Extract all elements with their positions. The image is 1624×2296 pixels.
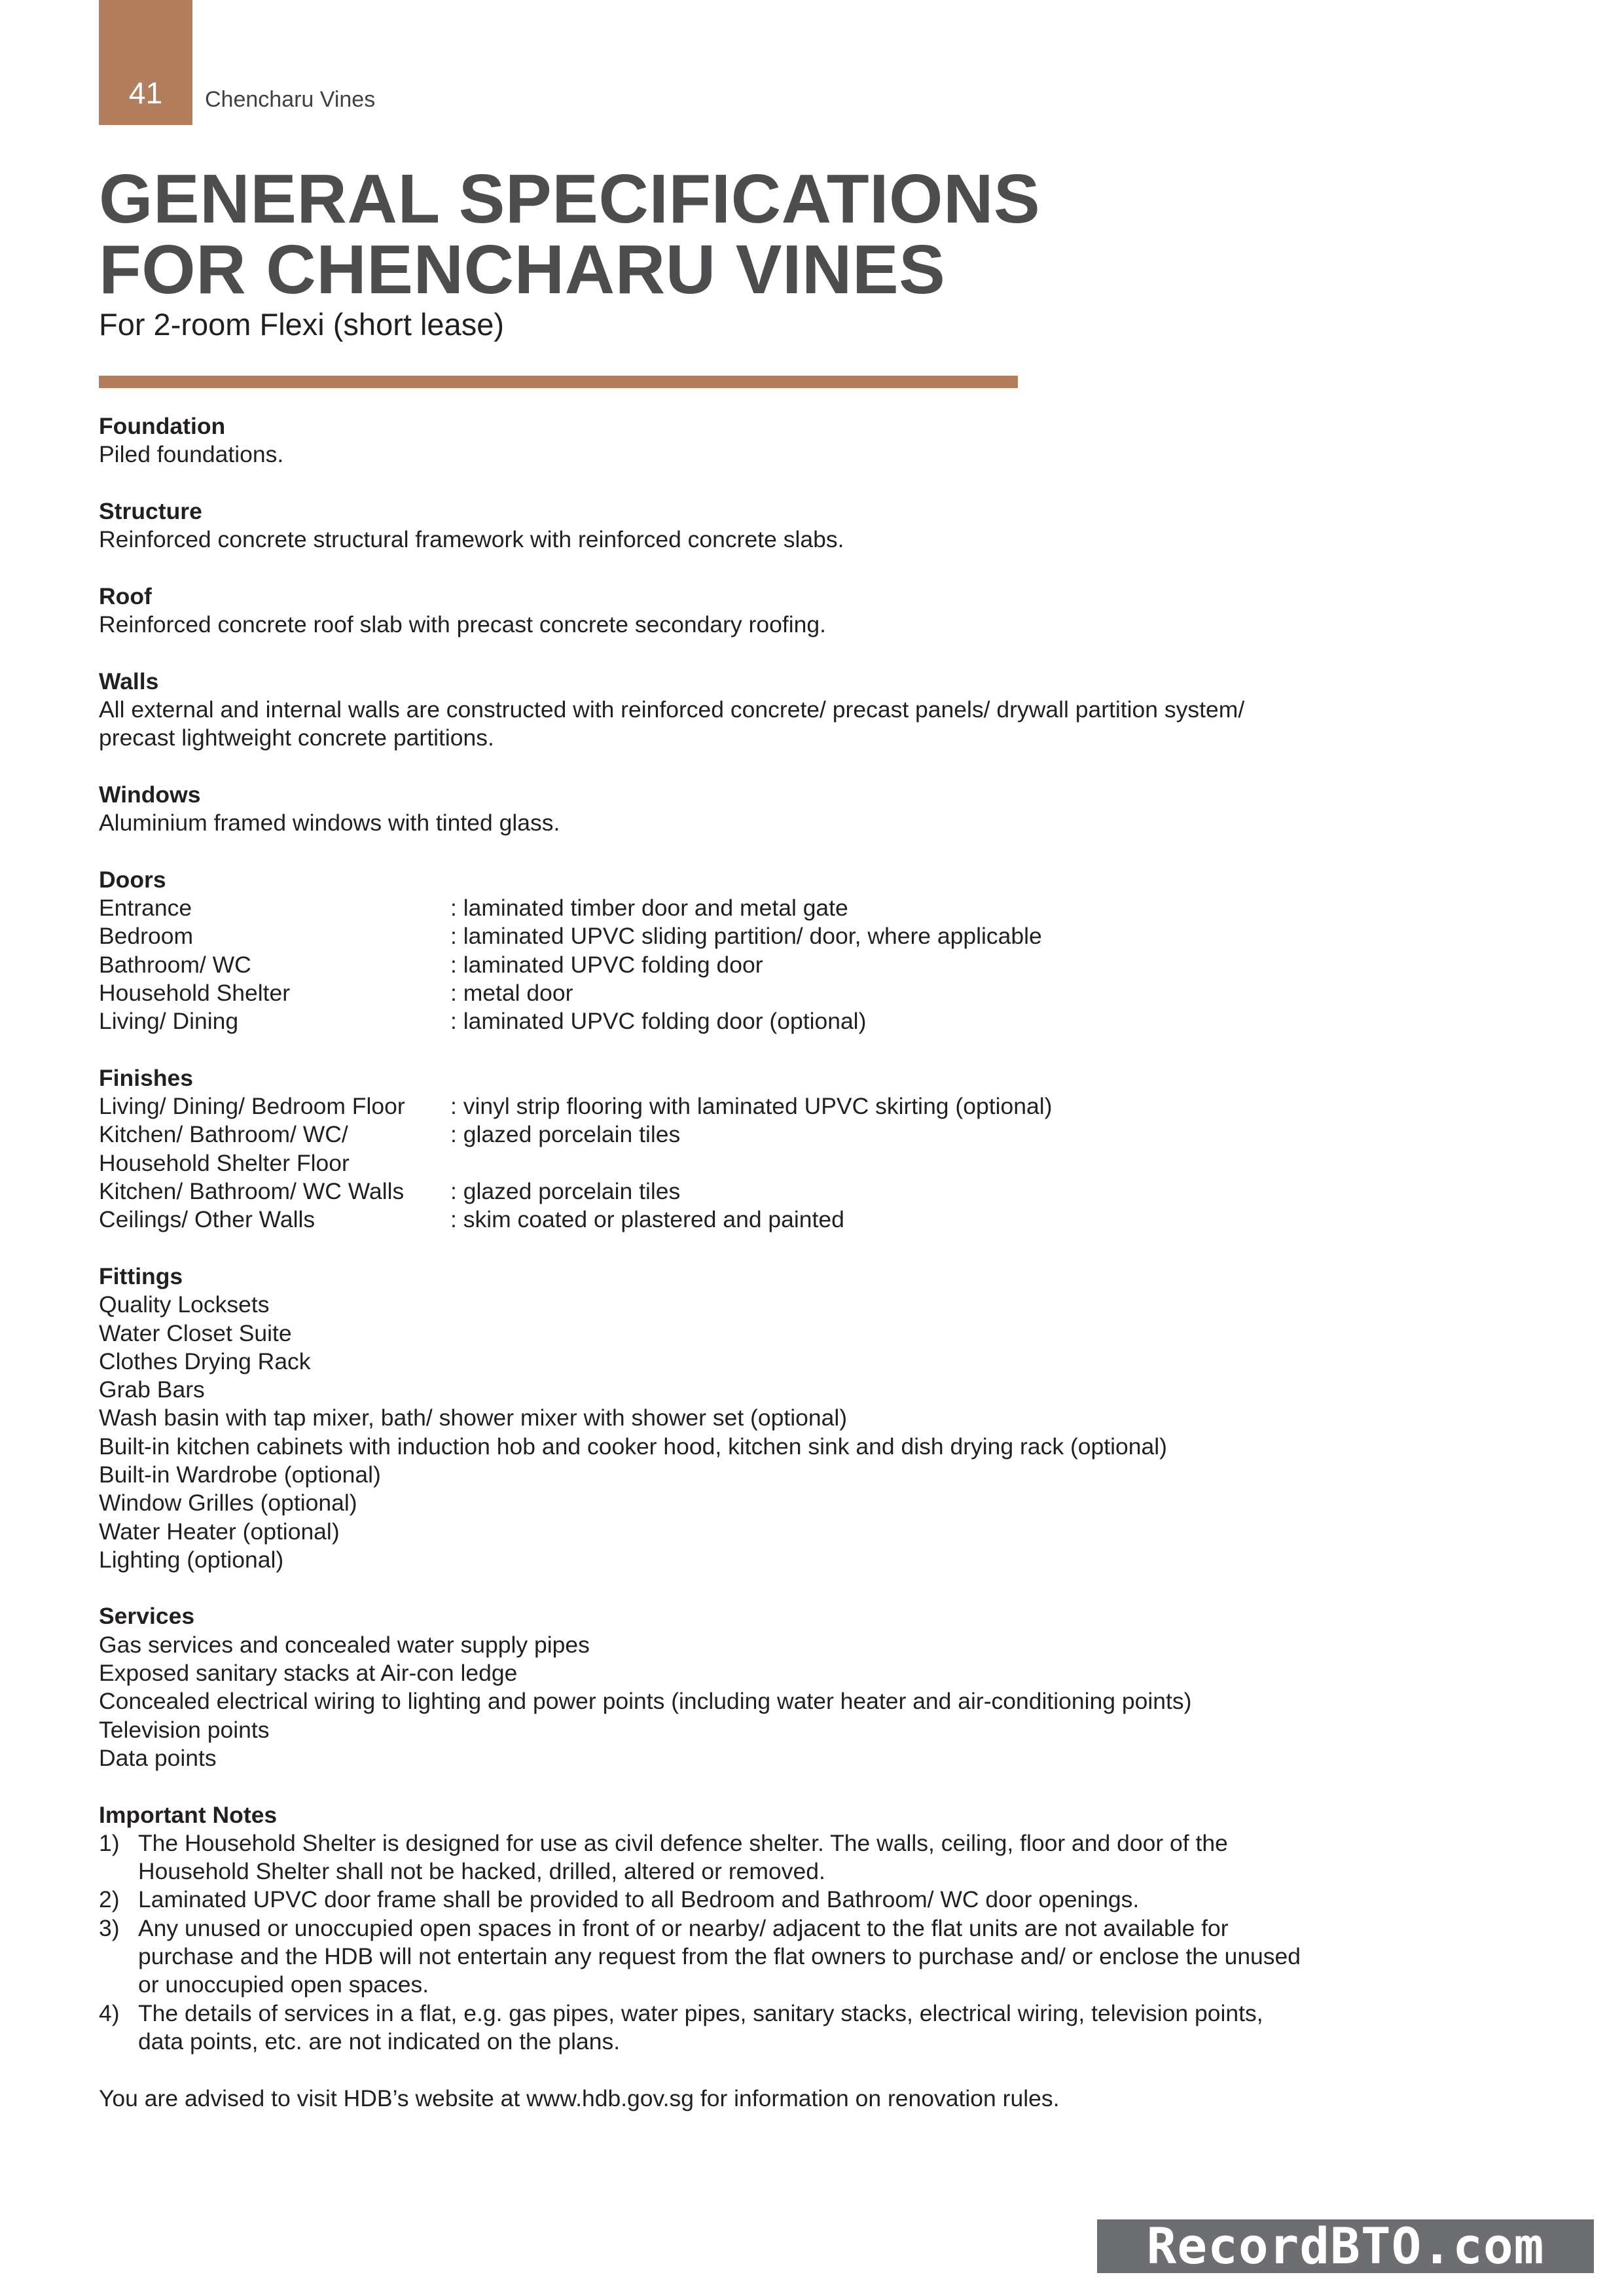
note-line: data points, etc. are not indicated on the plans. (138, 2028, 621, 2054)
section-fittings (99, 1263, 1408, 1574)
note-line: Laminated UPVC door frame shall be provided to all Bedroom and Bathroom/ WC door openings. (138, 1886, 1140, 1913)
section-foundation (99, 412, 1408, 469)
spec-label: Entrance (99, 895, 192, 922)
list-item: Water Closet Suite (99, 1319, 292, 1346)
note-line: The Household Shelter is designed for use as civil defence shelter. The walls, ceiling, floor and door of the (138, 1829, 1228, 1856)
note-item (99, 1829, 1408, 1886)
section-heading: Fittings (99, 1263, 183, 1289)
spec-label: Kitchen/ Bathroom/ WC/ (99, 1121, 348, 1148)
note-item (99, 1914, 1408, 2000)
list-item: Concealed electrical wiring to lighting and power points (including water heater and air-conditioning points) (99, 1688, 1192, 1715)
list-item: Gas services and concealed water supply pipes (99, 1631, 590, 1658)
note-line: Any unused or unoccupied open spaces in front of or nearby/ adjacent to the flat units are not available for (138, 1914, 1229, 1941)
section-doors (99, 866, 1408, 1036)
spec-row (99, 1149, 1408, 1177)
section-text: precast lightweight concrete partitions. (99, 725, 494, 751)
note-line: The details of services in a flat, e.g. gas pipes, water pipes, sanitary stacks, electrical wiring, television points, (138, 2000, 1263, 2026)
spec-label: Living/ Dining (99, 1008, 239, 1035)
list-item: Exposed sanitary stacks at Air-con ledge (99, 1660, 518, 1687)
list-item: Lighting (optional) (99, 1546, 284, 1573)
running-title: Chencharu Vines (205, 87, 376, 112)
note-text (138, 1886, 1408, 1914)
section-heading: Doors (99, 866, 166, 893)
list-item: Grab Bars (99, 1376, 205, 1403)
note-line: Household Shelter shall not be hacked, drilled, altered or removed. (138, 1858, 825, 1885)
spec-label: Household Shelter (99, 979, 291, 1006)
section-walls (99, 668, 1408, 753)
spec-value (450, 1149, 1408, 1177)
spec-value: : laminated UPVC folding door (450, 951, 763, 978)
note-text (138, 2000, 1408, 2056)
page-subtitle: For 2-room Flexi (short lease) (99, 307, 504, 342)
list-item: Water Heater (optional) (99, 1518, 340, 1545)
spec-row (99, 1177, 1408, 1206)
page-number: 41 (128, 76, 163, 110)
spec-value: : laminated timber door and metal gate (450, 895, 848, 922)
note-number: 3) (99, 1914, 120, 1941)
spec-row (99, 1092, 1408, 1121)
list-item: Window Grilles (optional) (99, 1490, 357, 1516)
note-line: purchase and the HDB will not entertain any request from the flat owners to purchase and/ or enclose the unused (138, 1943, 1301, 1970)
section-roof (99, 583, 1408, 639)
section-heading: Services (99, 1603, 195, 1630)
section-important-notes (99, 1801, 1408, 2056)
section-heading: Roof (99, 583, 152, 609)
spec-row (99, 1007, 1408, 1035)
list-item: Wash basin with tap mixer, bath/ shower mixer with shower set (optional) (99, 1405, 848, 1431)
spec-row (99, 1206, 1408, 1234)
spec-row (99, 951, 1408, 979)
spec-row (99, 922, 1408, 950)
list-item: Built-in kitchen cabinets with induction hob and cooker hood, kitchen sink and dish drying rack (optional) (99, 1433, 1167, 1460)
spec-row (99, 979, 1408, 1007)
section-heading: Finishes (99, 1064, 194, 1091)
section-text: Piled foundations. (99, 441, 284, 468)
list-item: Clothes Drying Rack (99, 1348, 311, 1374)
section-heading: Important Notes (99, 1801, 278, 1828)
spec-value: : glazed porcelain tiles (450, 1178, 681, 1205)
section-heading: Foundation (99, 413, 226, 439)
renovation-advice: You are advised to visit HDB’s website at www.hdb.gov.sg for information on renovation rules. (99, 2085, 1060, 2111)
note-item (99, 1886, 1408, 1914)
note-item (99, 2000, 1408, 2056)
list-item: Built-in Wardrobe (optional) (99, 1461, 381, 1488)
page-title (99, 160, 1212, 308)
note-line: or unoccupied open spaces. (138, 1971, 429, 1998)
specifications-body (99, 412, 1408, 2113)
section-structure (99, 497, 1408, 554)
spec-value: : glazed porcelain tiles (450, 1121, 681, 1148)
title-rule (99, 376, 1018, 388)
spec-label: Living/ Dining/ Bedroom Floor (99, 1093, 405, 1120)
section-heading: Structure (99, 497, 202, 524)
note-number: 2) (99, 1886, 120, 1913)
watermark-logo: RecordBTO.com (1097, 2219, 1594, 2273)
spec-label: Kitchen/ Bathroom/ WC Walls (99, 1178, 405, 1205)
section-heading: Windows (99, 781, 201, 808)
spec-label: Bedroom (99, 923, 194, 950)
note-number: 1) (99, 1829, 120, 1856)
spec-value: : skim coated or plastered and painted (450, 1206, 844, 1233)
spec-row (99, 894, 1408, 922)
note-text (138, 1914, 1408, 2000)
spec-value: : vinyl strip flooring with laminated UPVC skirting (optional) (450, 1093, 1053, 1120)
list-item: Television points (99, 1716, 270, 1743)
section-text: Reinforced concrete roof slab with precast concrete secondary roofing. (99, 611, 826, 638)
section-text: All external and internal walls are constructed with reinforced concrete/ precast panels/ drywall partition system/ (99, 696, 1245, 723)
list-item: Data points (99, 1744, 217, 1771)
spec-value: : laminated UPVC folding door (optional) (450, 1008, 867, 1035)
spec-label: Household Shelter Floor (99, 1149, 350, 1176)
section-finishes (99, 1064, 1408, 1234)
note-number: 4) (99, 2000, 120, 2026)
spec-value: : metal door (450, 979, 573, 1006)
list-item: Quality Locksets (99, 1291, 270, 1318)
page-number-tab (99, 0, 192, 125)
page-title-line-2: FOR CHENCHARU VINES (99, 231, 946, 308)
spec-row (99, 1121, 1408, 1149)
spec-value: : laminated UPVC sliding partition/ door, where applicable (450, 923, 1042, 950)
section-text: Reinforced concrete structural framework with reinforced concrete slabs. (99, 526, 844, 553)
section-windows (99, 781, 1408, 838)
note-text (138, 1829, 1408, 1886)
section-heading: Walls (99, 668, 159, 694)
spec-label: Bathroom/ WC (99, 951, 251, 978)
section-text: Aluminium framed windows with tinted glass. (99, 810, 560, 836)
section-services (99, 1602, 1408, 1772)
spec-label: Ceilings/ Other Walls (99, 1206, 316, 1233)
page-title-line-1: GENERAL SPECIFICATIONS (99, 160, 1041, 238)
